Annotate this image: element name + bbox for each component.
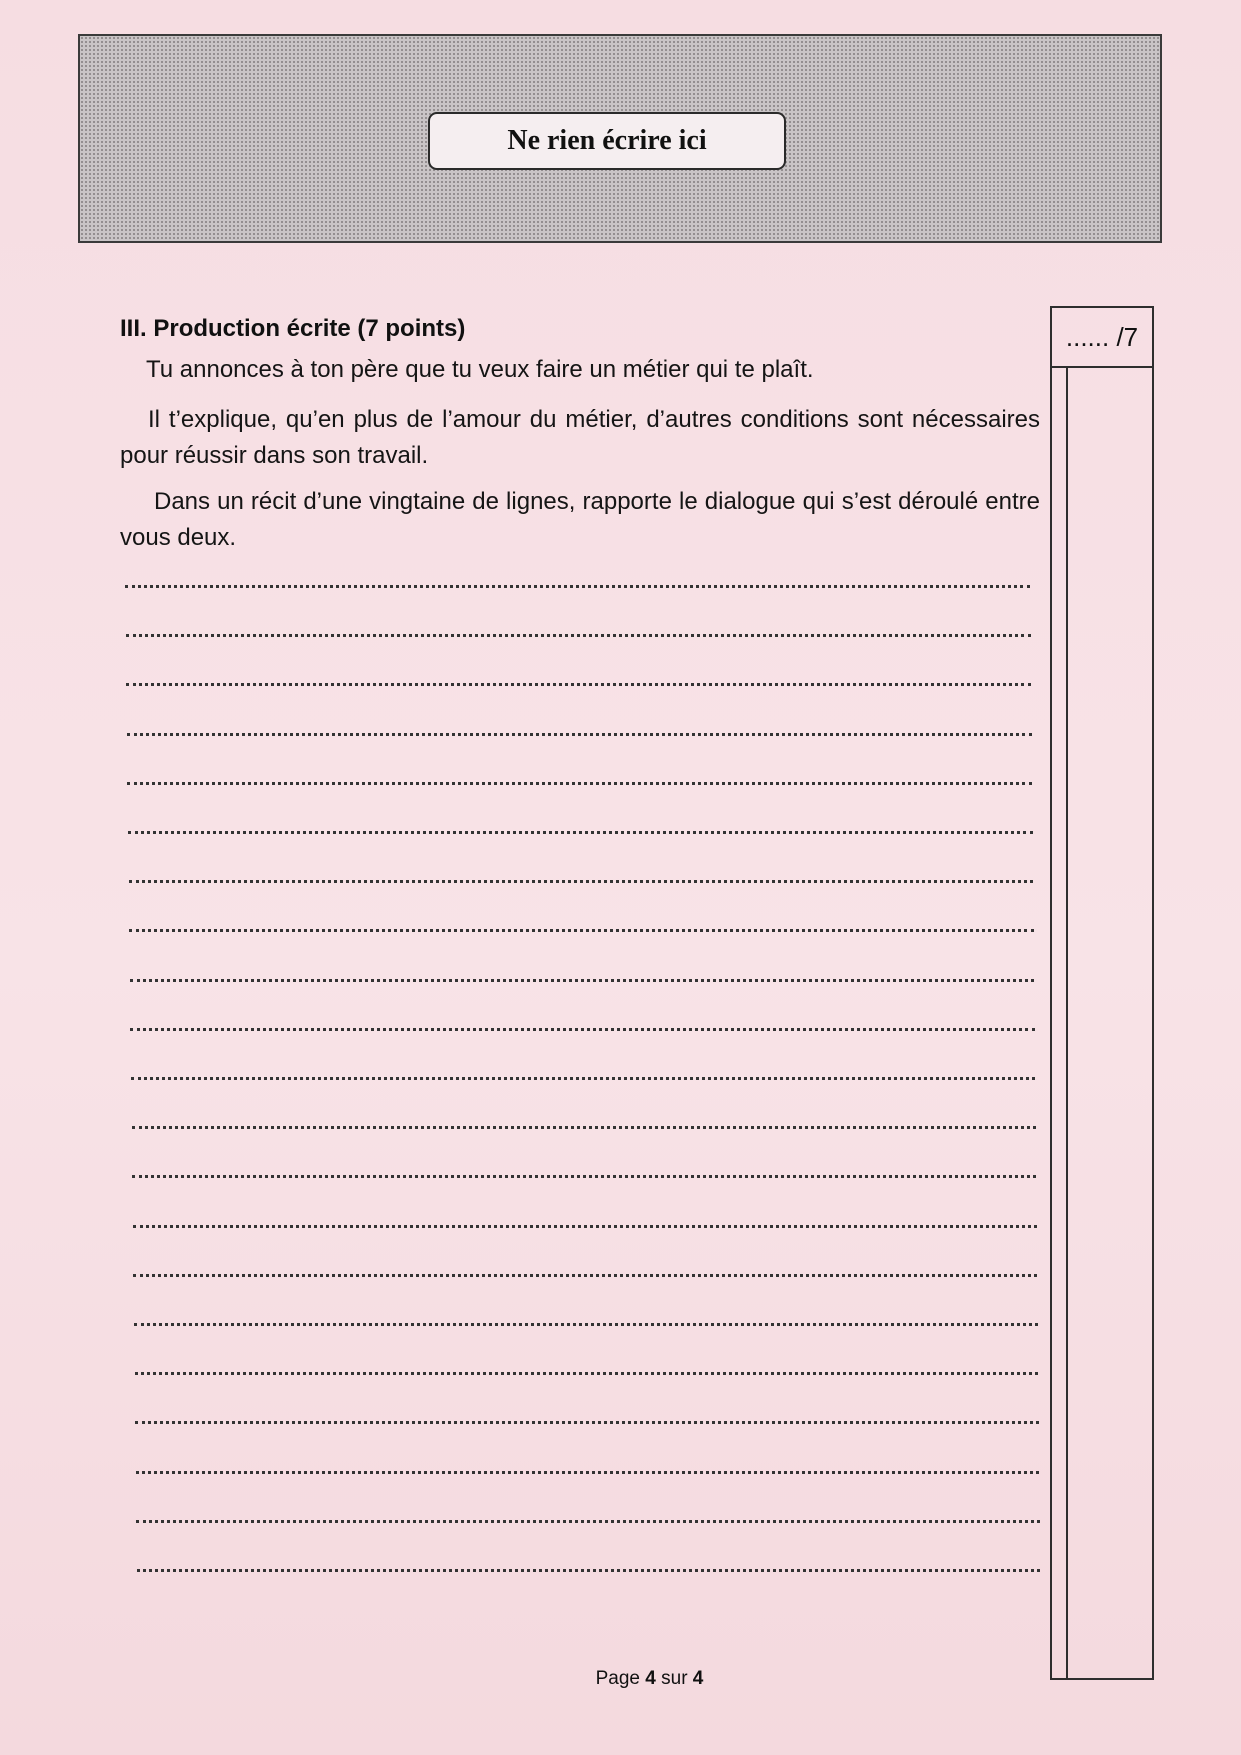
footer-prefix: Page — [595, 1668, 646, 1689]
instruction-paragraph-2: Il t’explique, qu’en plus de l’amour du métier, d’autres conditions sont nécessaires pour réussir dans son travail. — [120, 406, 1040, 469]
answer-line[interactable] — [130, 979, 1034, 982]
section-title: III. Production écrite (7 points) — [120, 315, 466, 342]
answer-line[interactable] — [125, 585, 1030, 588]
answer-line[interactable] — [126, 634, 1031, 637]
answer-line[interactable] — [127, 733, 1032, 736]
margin-rule — [1066, 368, 1068, 1678]
page-footer — [0, 1668, 1241, 1690]
answer-line[interactable] — [133, 1274, 1037, 1277]
score-field[interactable]: ...... /7 — [1052, 308, 1152, 368]
answer-line[interactable] — [126, 683, 1031, 686]
footer-page: 4 — [645, 1668, 656, 1689]
answer-line[interactable] — [135, 1421, 1039, 1424]
answer-line[interactable] — [129, 929, 1034, 932]
answer-line[interactable] — [136, 1471, 1039, 1474]
answer-line[interactable] — [129, 880, 1033, 883]
answer-line[interactable] — [131, 1077, 1035, 1080]
answer-line[interactable] — [134, 1323, 1038, 1326]
instruction-paragraph-3: Dans un récit d’une vingtaine de lignes, rapporte le dialogue qui s’est déroulé entre vous deux. — [120, 488, 1040, 551]
answer-line[interactable] — [132, 1126, 1036, 1129]
answer-line[interactable] — [135, 1372, 1038, 1375]
instruction-paragraph-1: Tu annonces à ton père que tu veux faire un métier qui te plaît. — [146, 356, 814, 383]
footer-total: 4 — [692, 1668, 704, 1689]
answer-line[interactable] — [127, 782, 1032, 785]
answer-line[interactable] — [137, 1569, 1040, 1572]
answer-line[interactable] — [128, 831, 1033, 834]
answer-line[interactable] — [130, 1028, 1035, 1031]
answer-line[interactable] — [133, 1225, 1037, 1228]
answer-line[interactable] — [132, 1175, 1036, 1178]
footer-middle: sur — [655, 1668, 693, 1689]
no-write-label: Ne rien écrire ici — [428, 112, 786, 170]
score-column — [1050, 306, 1154, 1680]
answer-line[interactable] — [136, 1520, 1040, 1523]
